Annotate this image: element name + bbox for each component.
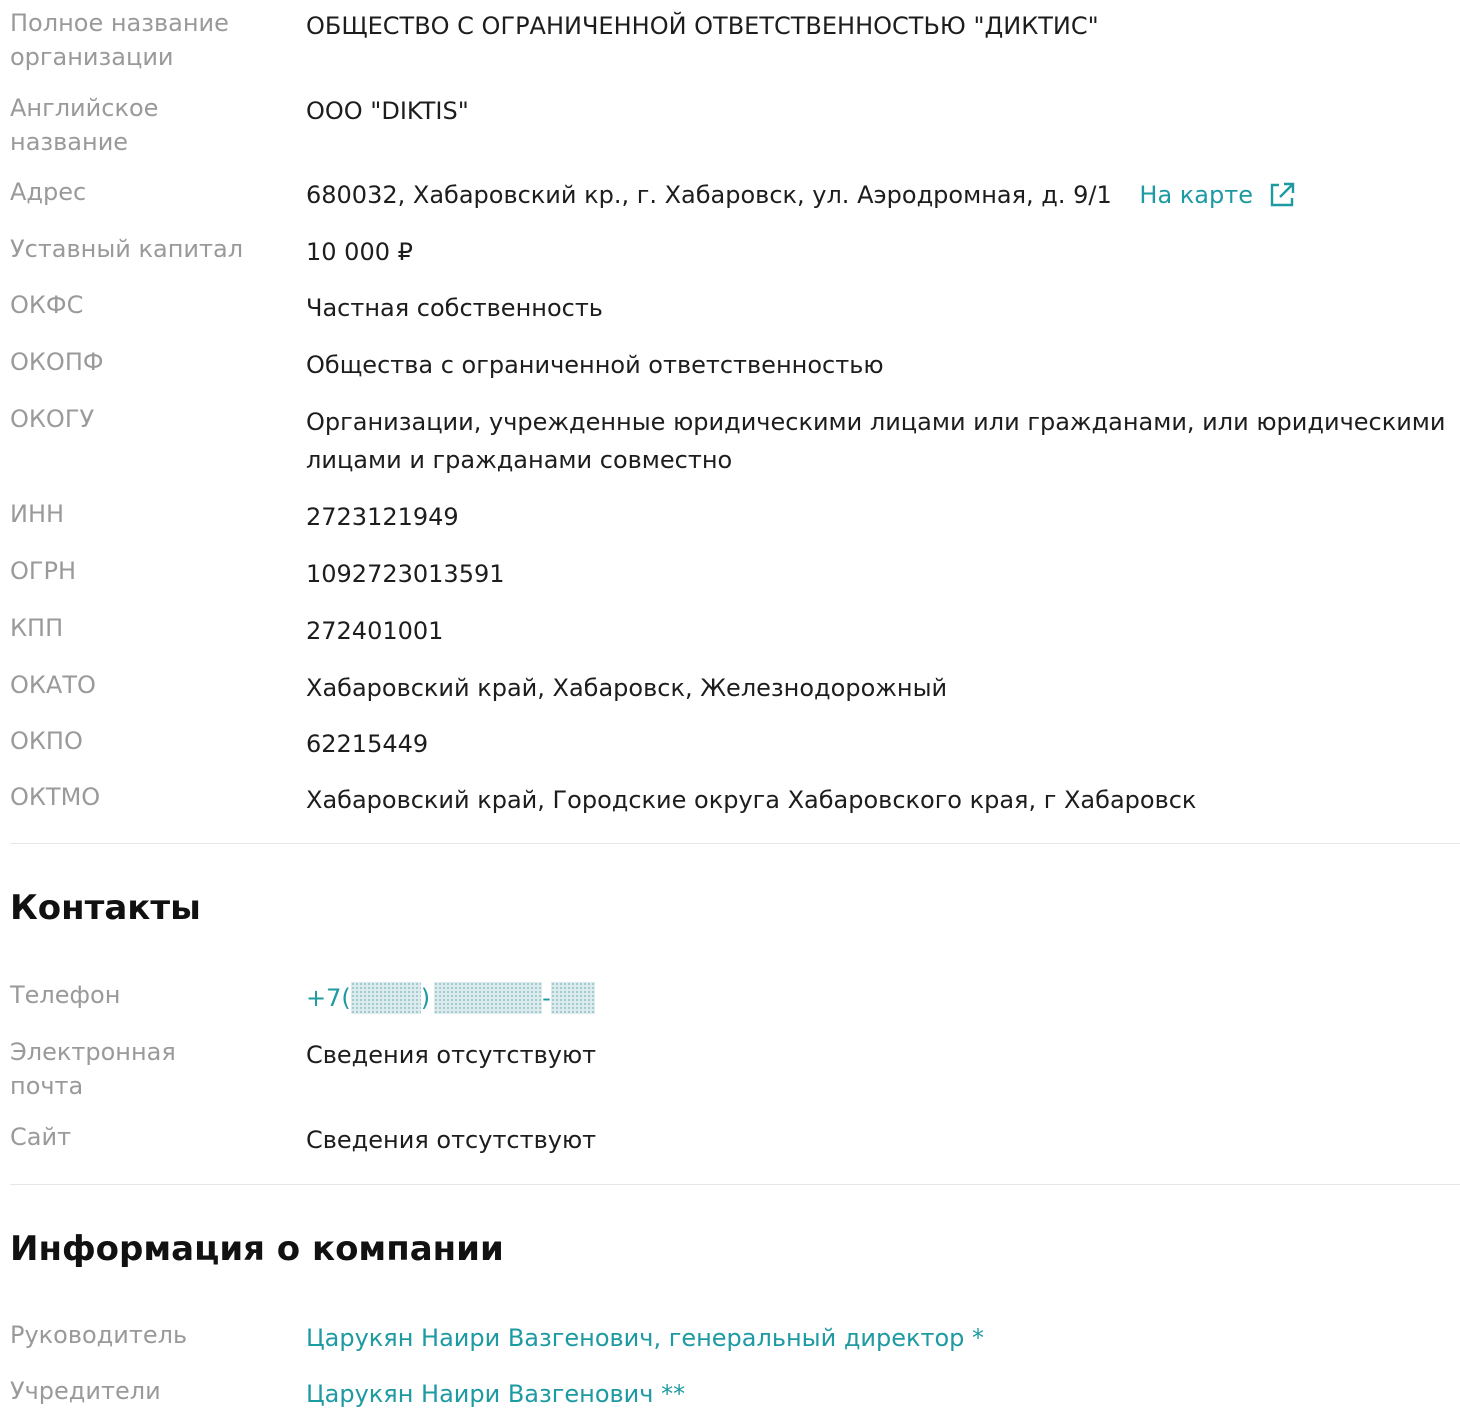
head-link[interactable]: Царукян Наири Вазгенович, генеральный директор * (306, 1324, 985, 1352)
phone-dash: - (542, 984, 551, 1012)
address-value: 680032, Хабаровский кр., г. Хабаровск, ул. Аэродромная, д. 9/1 (306, 181, 1112, 209)
phone-hidden-number (434, 982, 542, 1014)
ogrn-label: ОГРН (10, 557, 77, 585)
phone-value-container (306, 979, 1446, 1017)
phone-close-paren: ) (420, 984, 431, 1012)
phone-prefix: +7( (306, 984, 351, 1012)
map-link[interactable] (1139, 176, 1297, 214)
capital-label: Уставный капитал (10, 235, 244, 263)
founders-label: Учредители (10, 1377, 161, 1405)
inn-label: ИНН (10, 500, 65, 528)
company-info-title: Информация о компании (10, 1229, 504, 1269)
phone-hidden-code (351, 982, 421, 1014)
okogu-label: ОКОГУ (10, 405, 95, 433)
address-label: Адрес (10, 178, 87, 206)
head-value-container (306, 1319, 1446, 1357)
phone-link[interactable] (306, 979, 595, 1017)
site-value: Сведения отсутствуют (306, 1126, 597, 1154)
okfs-label: ОКФС (10, 291, 84, 319)
phone-hidden-suffix (551, 982, 595, 1014)
okpo-label: ОКПО (10, 727, 83, 755)
address-value-container (306, 176, 1446, 214)
map-link-label: На карте (1139, 181, 1253, 209)
oktmo-value: Хабаровский край, Городские округа Хабаровского края, г Хабаровск (306, 786, 1197, 814)
phone-label: Телефон (10, 981, 121, 1009)
divider (10, 1184, 1460, 1185)
okfs-value: Частная собственность (306, 294, 603, 322)
okopf-value: Общества с ограниченной ответственностью (306, 351, 884, 379)
kpp-value: 272401001 (306, 617, 444, 645)
site-label: Сайт (10, 1123, 72, 1151)
okogu-value: Организации, учрежденные юридическими лицами или гражданами, или юридическими лицами и гражданами совместно (306, 408, 1446, 474)
founder-link[interactable]: Царукян Наири Вазгенович ** (306, 1380, 686, 1408)
full-name-label: Полное название организации (10, 9, 229, 71)
external-link-icon (1267, 180, 1297, 210)
okato-label: ОКАТО (10, 671, 96, 699)
email-label: Электронная почта (10, 1038, 176, 1100)
head-label: Руководитель (10, 1321, 188, 1349)
email-value: Сведения отсутствуют (306, 1041, 597, 1069)
oktmo-label: ОКТМО (10, 783, 101, 811)
contacts-title: Контакты (10, 888, 201, 928)
founders-value-container (306, 1375, 1446, 1412)
capital-value: 10 000 ₽ (306, 238, 413, 266)
kpp-label: КПП (10, 614, 64, 642)
english-name-label: Английское название (10, 94, 159, 156)
okpo-value: 62215449 (306, 730, 429, 758)
english-name-value: ООО "DIKTIS" (306, 97, 469, 125)
inn-value: 2723121949 (306, 503, 459, 531)
divider (10, 843, 1460, 844)
okato-value: Хабаровский край, Хабаровск, Железнодорожный (306, 674, 948, 702)
okopf-label: ОКОПФ (10, 348, 104, 376)
full-name-value: ОБЩЕСТВО С ОГРАНИЧЕННОЙ ОТВЕТСТВЕННОСТЬЮ "ДИКТИС" (306, 12, 1099, 40)
ogrn-value: 1092723013591 (306, 560, 505, 588)
